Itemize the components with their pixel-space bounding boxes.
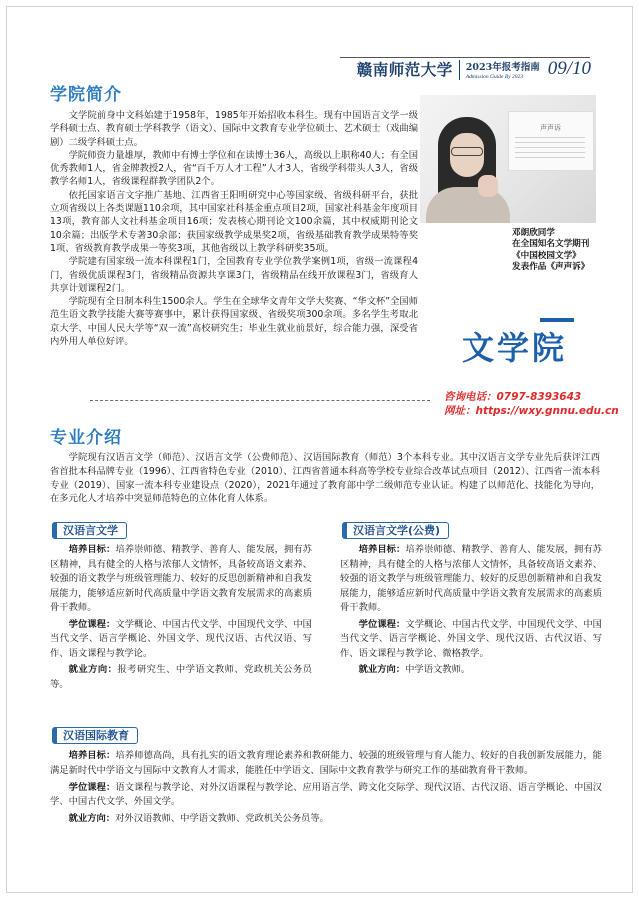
guide-title-en: Admission Guide By 2023 [465,73,524,80]
student-glasses [451,147,483,156]
career-label: 就业方向： [68,813,116,825]
page-header [357,58,591,80]
goal-label: 培养目标： [358,544,406,555]
courses-label: 学位课程： [358,618,406,630]
major-career [50,663,312,692]
major-name: 汉语言文学(公费) [353,524,441,537]
magazine-text-lines [515,137,585,162]
guide-title-cn: 2023年报考指南 [465,62,540,73]
magazine-title: 声声诉 [540,124,561,132]
goal-label: 培养目标： [68,544,116,555]
goal-text: 培养崇师德、精教学、善育人、能发展，拥有苏区精神，具有健全的人格与浓郁人文情怀，具备较高语文素养、较强的语文教学与班级管理能力、较好的反思创新精神和自我发展能力，能够适应新时代高质量中学语文教育发展需求的高素质骨干教师。 [50,544,312,613]
courses-text: 文学概论、中国古代文学、中国现代文学、中国当代文学、语言学概论、外国文学、现代汉语、古代汉语、写作、语文课程与教学论、微格教学。 [340,618,602,659]
career-text: 对外汉语教师、中学语文教师、党政机关公务员等。 [115,813,329,825]
guide-label [466,63,540,80]
courses-label: 学位课程： [68,618,116,630]
major-courses [340,618,602,662]
courses-label: 学位课程： [68,781,116,793]
courses-text: 文学概论、中国古代文学、中国现代文学、中国当代文学、语言学概论、外国文学、现代汉语、古代汉语、写作、语文课程与教学论。 [50,618,312,659]
college-name: 文学院 [462,329,568,367]
college-intro-title: 学院简介 [50,85,122,105]
intro-paragraph: 学院师资力量雄厚，教师中有博士学位和在读博士36人，高级以上职称40人；有全国优秀教师1人，省金牌教授2人，省“百千万人才工程”人才3人，省级学科带头人3人，省级教学名师1人，省级课程群教学团队2个。 [50,149,418,188]
goal-text: 培养崇师德、精教学、善育人、能发展，拥有苏区精神，具有健全的人格与浓郁人文情怀，具备较高语文素养、较强的语文教学与班级管理能力、较好的反思创新精神和自我发展能力，能够适应新时代高质量中学语文教育发展需求的高素质骨干教师。 [340,544,602,613]
major-badge-chinese-literature [52,522,127,539]
major-career [340,663,602,678]
career-text: 中学语文教师。 [405,664,471,675]
courses-text: 语文课程与教学论、对外汉语课程与教学论、应用语言学、跨文化交际学、现代汉语、古代汉语、语言学概论、中国汉学、中国古代文学、外国文学。 [50,781,602,808]
intro-paragraph: 依托国家语言文字推广基地、江西省王阳明研究中心等国家级、省级科研平台，获批立项省级以上各类课题110余项，其中国家社科基金重点项目2项，国家社科基金年度项目13项，教育部人文社科基金项目16项；发表核心期刊论文100余篇，其中权威期刊论文10余篇；出版学术专著30余部；获国家级教学成果奖2项，省级基础教育教学成果特等奖1项、省级教育教学成果一等奖3项，其他省级以上教学科研奖35项。 [50,189,418,254]
student-photo [420,95,596,223]
student-hand [478,175,498,197]
intro-paragraph: 文学院前身中文科始建于1958年，1985年开始招收本科生。现有中国语言文学一级学科硕士点、教育硕士学科教学（语文）、国际中文教育专业学位硕士、艺术硕士（戏曲编剧）二级学科硕士点。 [50,110,418,148]
contact-phone: 咨询电话：0797-8393643 [444,391,582,403]
caption-line: 发表作品《声声诉》 [512,262,590,273]
major-goal [340,543,602,616]
majors-intro [50,451,600,506]
career-label: 就业方向： [68,664,118,675]
majors-intro-paragraph: 学院现有汉语言文学（师范）、汉语言文学（公费师范）、汉语国际教育（师范）3个本科专业。其中汉语言文学专业先后获评江西省首批本科品牌专业（1996）、江西省特色专业（2010）、江西省普通本科高等学校专业综合改革试点项目（2012）、江西省一流本科专业（2019）、国家一流本科专业建设点（2020），2021年通过了教育部中学二级师范专业认证。构建了以师范化、技能化为导向，在多元化人才培养中突显师范特色的立体化育人体系。 [50,452,600,505]
goal-label: 培养目标： [68,750,116,761]
major-chinese-literature-funded [340,543,602,680]
college-intro-text [50,109,418,348]
student-body [426,187,510,223]
page-number: 09/10 [547,58,591,79]
university-name: 赣南师范大学 [356,60,453,79]
caption-line: 邓朗欣同学 [512,228,555,238]
header-divider [459,60,460,80]
goal-text: 培养师德高尚，具有扎实的语文教育理论素养和教研能力、较强的班级管理与育人能力、较好的自我创新发展能力，能满足新时代中学语文与国际中文教育人才需求，能胜任中学语文、国际中文教育教学与研究工作的基础教育骨干教师。 [50,750,602,776]
major-badge-chinese-literature-funded [342,522,449,539]
caption-line: 在全国知名文学期刊 [512,239,590,250]
contact-info [444,390,619,418]
intro-paragraph: 学院现有全日制本科生1500余人。学生在全球华文青年文学大奖赛、“华文杯”全国师范生语文教学技能大赛等赛事中，累计获得国家级、省级奖项300余项。多名学生考取北京大学、中国人民大学等“双一流”高校研究生；毕业生就业前景好，综合能力强，深受省内外用人单位好评。 [50,296,418,348]
major-chinese-literature [50,543,312,694]
caption-line: 《中国校园文学》 [512,250,581,261]
photo-caption [512,228,589,274]
major-name: 汉语言文学 [63,524,118,537]
section-divider [90,400,430,401]
major-career [50,812,602,827]
major-international-chinese [50,749,602,829]
college-accent-bar [540,318,574,322]
majors-title: 专业介绍 [50,428,122,448]
career-text: 报考研究生、中学语文教师、党政机关公务员等。 [50,664,312,690]
major-goal [50,749,602,779]
major-badge-international-chinese [52,727,138,744]
intro-paragraph: 学院建有国家级一流本科课程1门，全国教育专业学位教学案例1项，省级一流课程4门，省级优质课程3门，省级精品资源共享课3门，省级精品在线开放课程3门，省级育人共享计划课程2门。 [50,256,418,294]
major-courses [50,618,312,662]
major-name: 汉语国际教育 [63,729,129,742]
major-goal [50,543,312,616]
major-courses [50,781,602,811]
career-label: 就业方向： [358,664,406,675]
contact-website[interactable]: 网址：https://wxy.gnnu.edu.cn [444,405,619,417]
